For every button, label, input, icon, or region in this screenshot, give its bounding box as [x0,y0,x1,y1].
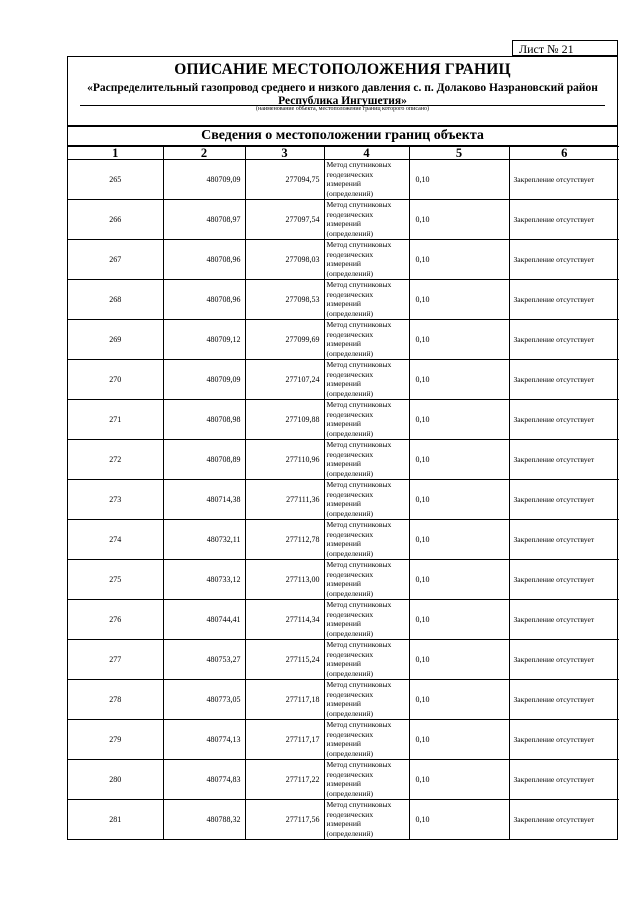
table-row [68,160,619,200]
method-cell: Метод спутниковых геодезических измерений (определений) [324,640,409,680]
accuracy-cell: 0,10 [409,240,509,280]
accuracy-cell: 0,10 [409,800,509,840]
method-cell: Метод спутниковых геодезических измерений (определений) [324,760,409,800]
method-cell: Метод спутниковых геодезических измерений (определений) [324,800,409,840]
table-row [68,520,619,560]
point-number: 274 [68,520,163,560]
coord-x: 480744,41 [163,600,245,640]
table-row [68,760,619,800]
fixation-cell: Закрепление отсутствует [509,680,619,720]
method-cell: Метод спутниковых геодезических измерений (определений) [324,600,409,640]
method-cell: Метод спутниковых геодезических измерений (определений) [324,480,409,520]
coord-x: 480732,11 [163,520,245,560]
table-row [68,600,619,640]
point-number: 273 [68,480,163,520]
table-header-row [68,147,619,160]
document-title: ОПИСАНИЕ МЕСТОПОЛОЖЕНИЯ ГРАНИЦ [174,61,511,78]
column-header-4: 4 [324,147,409,160]
fixation-cell: Закрепление отсутствует [509,600,619,640]
fixation-cell: Закрепление отсутствует [509,440,619,480]
fixation-cell: Закрепление отсутствует [509,560,619,600]
table-body [68,160,619,840]
accuracy-cell: 0,10 [409,640,509,680]
table-row [68,200,619,240]
fixation-cell: Закрепление отсутствует [509,160,619,200]
table-row [68,720,619,760]
coord-y: 277107,24 [245,360,324,400]
accuracy-cell: 0,10 [409,720,509,760]
fixation-cell: Закрепление отсутствует [509,720,619,760]
method-cell: Метод спутниковых геодезических измерений (определений) [324,400,409,440]
object-name: «Распределительный газопровод среднего и низкого давления с. п. Долаково Назрановский район Республика Ингушетия» [87,82,598,107]
coord-x: 480708,96 [163,280,245,320]
section-title: Сведения о местоположении границ объекта [68,126,617,146]
coord-x: 480709,09 [163,160,245,200]
sheet-number: Лист № 21 [512,40,618,56]
accuracy-cell: 0,10 [409,560,509,600]
fixation-cell: Закрепление отсутствует [509,480,619,520]
coord-y: 277099,69 [245,320,324,360]
coordinates-table [68,146,619,839]
coord-x: 480773,05 [163,680,245,720]
table-row [68,680,619,720]
accuracy-cell: 0,10 [409,760,509,800]
method-cell: Метод спутниковых геодезических измерений (определений) [324,360,409,400]
coord-y: 277117,22 [245,760,324,800]
accuracy-cell: 0,10 [409,200,509,240]
accuracy-cell: 0,10 [409,360,509,400]
point-number: 271 [68,400,163,440]
coord-y: 277094,75 [245,160,324,200]
coord-x: 480774,83 [163,760,245,800]
coord-y: 277113,00 [245,560,324,600]
fixation-cell: Закрепление отсутствует [509,280,619,320]
coord-y: 277112,78 [245,520,324,560]
point-number: 272 [68,440,163,480]
fixation-cell: Закрепление отсутствует [509,320,619,360]
column-header-1: 1 [68,147,163,160]
coord-x: 480733,12 [163,560,245,600]
coord-y: 277111,36 [245,480,324,520]
object-caption: (наименование объекта, местоположение границ которого описано) [256,106,429,112]
table-row [68,480,619,520]
column-header-6: 6 [509,147,619,160]
coord-y: 277117,18 [245,680,324,720]
method-cell: Метод спутниковых геодезических измерений (определений) [324,440,409,480]
table-row [68,360,619,400]
coord-x: 480753,27 [163,640,245,680]
coord-x: 480714,38 [163,480,245,520]
coord-y: 277097,54 [245,200,324,240]
table-row [68,280,619,320]
fixation-cell: Закрепление отсутствует [509,800,619,840]
method-cell: Метод спутниковых геодезических измерений (определений) [324,560,409,600]
point-number: 266 [68,200,163,240]
point-number: 279 [68,720,163,760]
fixation-cell: Закрепление отсутствует [509,760,619,800]
table-row [68,320,619,360]
accuracy-cell: 0,10 [409,400,509,440]
coord-y: 277098,53 [245,280,324,320]
fixation-cell: Закрепление отсутствует [509,240,619,280]
accuracy-cell: 0,10 [409,680,509,720]
accuracy-cell: 0,10 [409,440,509,480]
method-cell: Метод спутниковых геодезических измерений (определений) [324,160,409,200]
fixation-cell: Закрепление отсутствует [509,360,619,400]
point-number: 278 [68,680,163,720]
point-number: 280 [68,760,163,800]
fixation-cell: Закрепление отсутствует [509,400,619,440]
fixation-cell: Закрепление отсутствует [509,640,619,680]
coord-x: 480708,96 [163,240,245,280]
accuracy-cell: 0,10 [409,520,509,560]
coord-y: 277115,24 [245,640,324,680]
method-cell: Метод спутниковых геодезических измерений (определений) [324,280,409,320]
table-row [68,400,619,440]
method-cell: Метод спутниковых геодезических измерений (определений) [324,520,409,560]
accuracy-cell: 0,10 [409,600,509,640]
coord-y: 277098,03 [245,240,324,280]
point-number: 275 [68,560,163,600]
coord-x: 480708,89 [163,440,245,480]
coord-x: 480774,13 [163,720,245,760]
point-number: 281 [68,800,163,840]
point-number: 277 [68,640,163,680]
table-row [68,440,619,480]
coord-x: 480709,12 [163,320,245,360]
coord-y: 277109,88 [245,400,324,440]
point-number: 268 [68,280,163,320]
accuracy-cell: 0,10 [409,160,509,200]
coord-x: 480708,98 [163,400,245,440]
method-cell: Метод спутниковых геодезических измерений (определений) [324,720,409,760]
coord-y: 277114,34 [245,600,324,640]
table-row [68,640,619,680]
point-number: 270 [68,360,163,400]
column-header-2: 2 [163,147,245,160]
fixation-cell: Закрепление отсутствует [509,520,619,560]
coord-y: 277110,96 [245,440,324,480]
method-cell: Метод спутниковых геодезических измерений (определений) [324,200,409,240]
coord-x: 480708,97 [163,200,245,240]
coord-y: 277117,17 [245,720,324,760]
accuracy-cell: 0,10 [409,320,509,360]
column-header-3: 3 [245,147,324,160]
table-row [68,800,619,840]
coord-x: 480709,09 [163,360,245,400]
point-number: 265 [68,160,163,200]
accuracy-cell: 0,10 [409,280,509,320]
table-row [68,560,619,600]
coord-y: 277117,56 [245,800,324,840]
document-header [68,61,617,126]
fixation-cell: Закрепление отсутствует [509,200,619,240]
point-number: 269 [68,320,163,360]
accuracy-cell: 0,10 [409,480,509,520]
coord-x: 480788,32 [163,800,245,840]
column-header-5: 5 [409,147,509,160]
method-cell: Метод спутниковых геодезических измерений (определений) [324,680,409,720]
method-cell: Метод спутниковых геодезических измерений (определений) [324,320,409,360]
table-row [68,240,619,280]
point-number: 276 [68,600,163,640]
method-cell: Метод спутниковых геодезических измерений (определений) [324,240,409,280]
point-number: 267 [68,240,163,280]
document-frame [67,56,618,840]
